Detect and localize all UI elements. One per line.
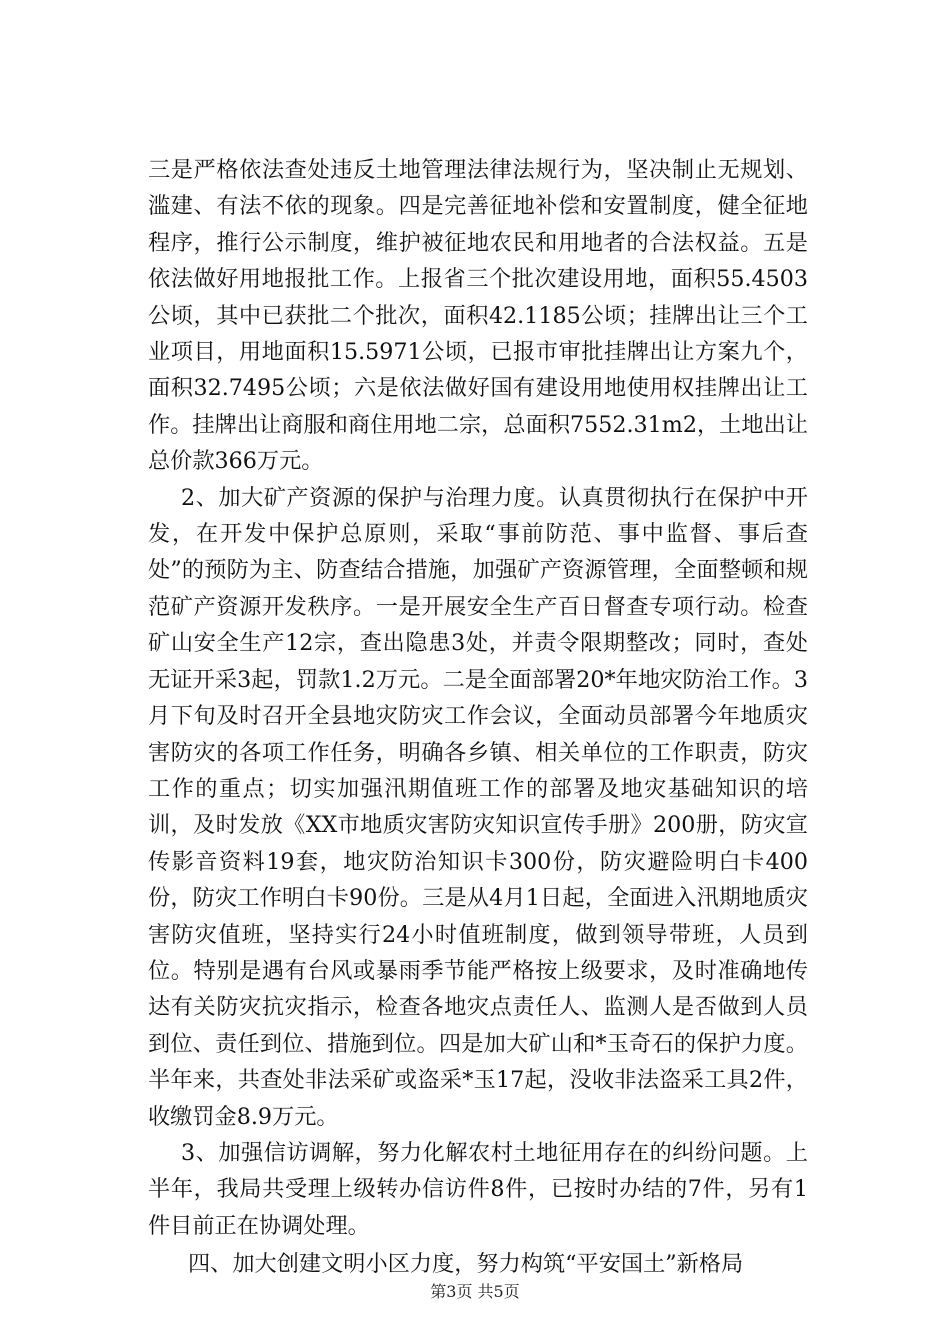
section-heading-four: 四、加大创建文明小区力度，努力构筑“平安国土”新格局 (188, 1251, 744, 1278)
paragraph-mineral-resources: 2、加大矿产资源的保护与治理力度。认真贯彻执行在保护中开发，在开发中保护总原则，采取“事前防范、事中监督、事后查处”的预防为主、防查结合措施，加强矿产资源管理，全面整顿和规范矿产资源开发秩序。一是开展安全生产百日督查专项行动。检查矿山安全生产12宗，查出隐患3处，并责令限期整改；同时，查处无证开采3起，罚款1.2万元。二是全面部署20*年地灾防治工作。3月下旬及时召开全县地灾防灾工作会议，全面动员部署今年地质灾害防灾的各项工作任务，明确各乡镇、相关单位的工作职责，防灾工作的重点；切实加强汛期值班工作的部署及地灾基础知识的培训，及时发放《XX市地质灾害防灾知识宣传手册》200册，防灾宣传影音资料19套，地灾防治知识卡300份，防灾避险明白卡400份，防灾工作明白卡90份。三是从4月1日起，全面进入汛期地质灾害防灾值班，坚持实行24小时值班制度，做到领导带班，人员到位。特别是遇有台风或暴雨季节能严格按上级要求，及时准确地传达有关防灾抗灾指示，检查各地灾点责任人、监测人是否做到人员到位、责任到位、措施到位。四是加大矿山和*玉奇石的保护力度。半年来，共查处非法采矿或盗采*玉17起，没收非法盗采工具2件，收缴罚金8.9万元。 (148, 484, 808, 1130)
paragraph-petition-mediation: 3、加强信访调解，努力化解农村土地征用存在的纠纷问题。上半年，我局共受理上级转办信访件8件，已按时办结的7件，另有1件目前正在协调处理。 (148, 1139, 808, 1239)
page-number-footer: 第3页 共5页 (430, 1282, 520, 1301)
document-body (148, 152, 808, 1283)
paragraph-land-management: 三是严格依法查处违反土地管理法律法规行为，坚决制止无规划、滥建、有法不依的现象。四是完善征地补偿和安置制度，健全征地程序，推行公示制度，维护被征地农民和用地者的合法权益。五是依法做好用地报批工作。上报省三个批次建设用地，面积55.4503公顷，其中已获批二个批次，面积42.1185公顷；挂牌出让三个工业项目，用地面积15.5971公顷，已报市审批挂牌出让方案九个，面积32.7495公顷；六是依法做好国有建设用地使用权挂牌出让工作。挂牌出让商服和商住用地二宗，总面积7552.31m2，土地出让总价款366万元。 (148, 157, 808, 475)
